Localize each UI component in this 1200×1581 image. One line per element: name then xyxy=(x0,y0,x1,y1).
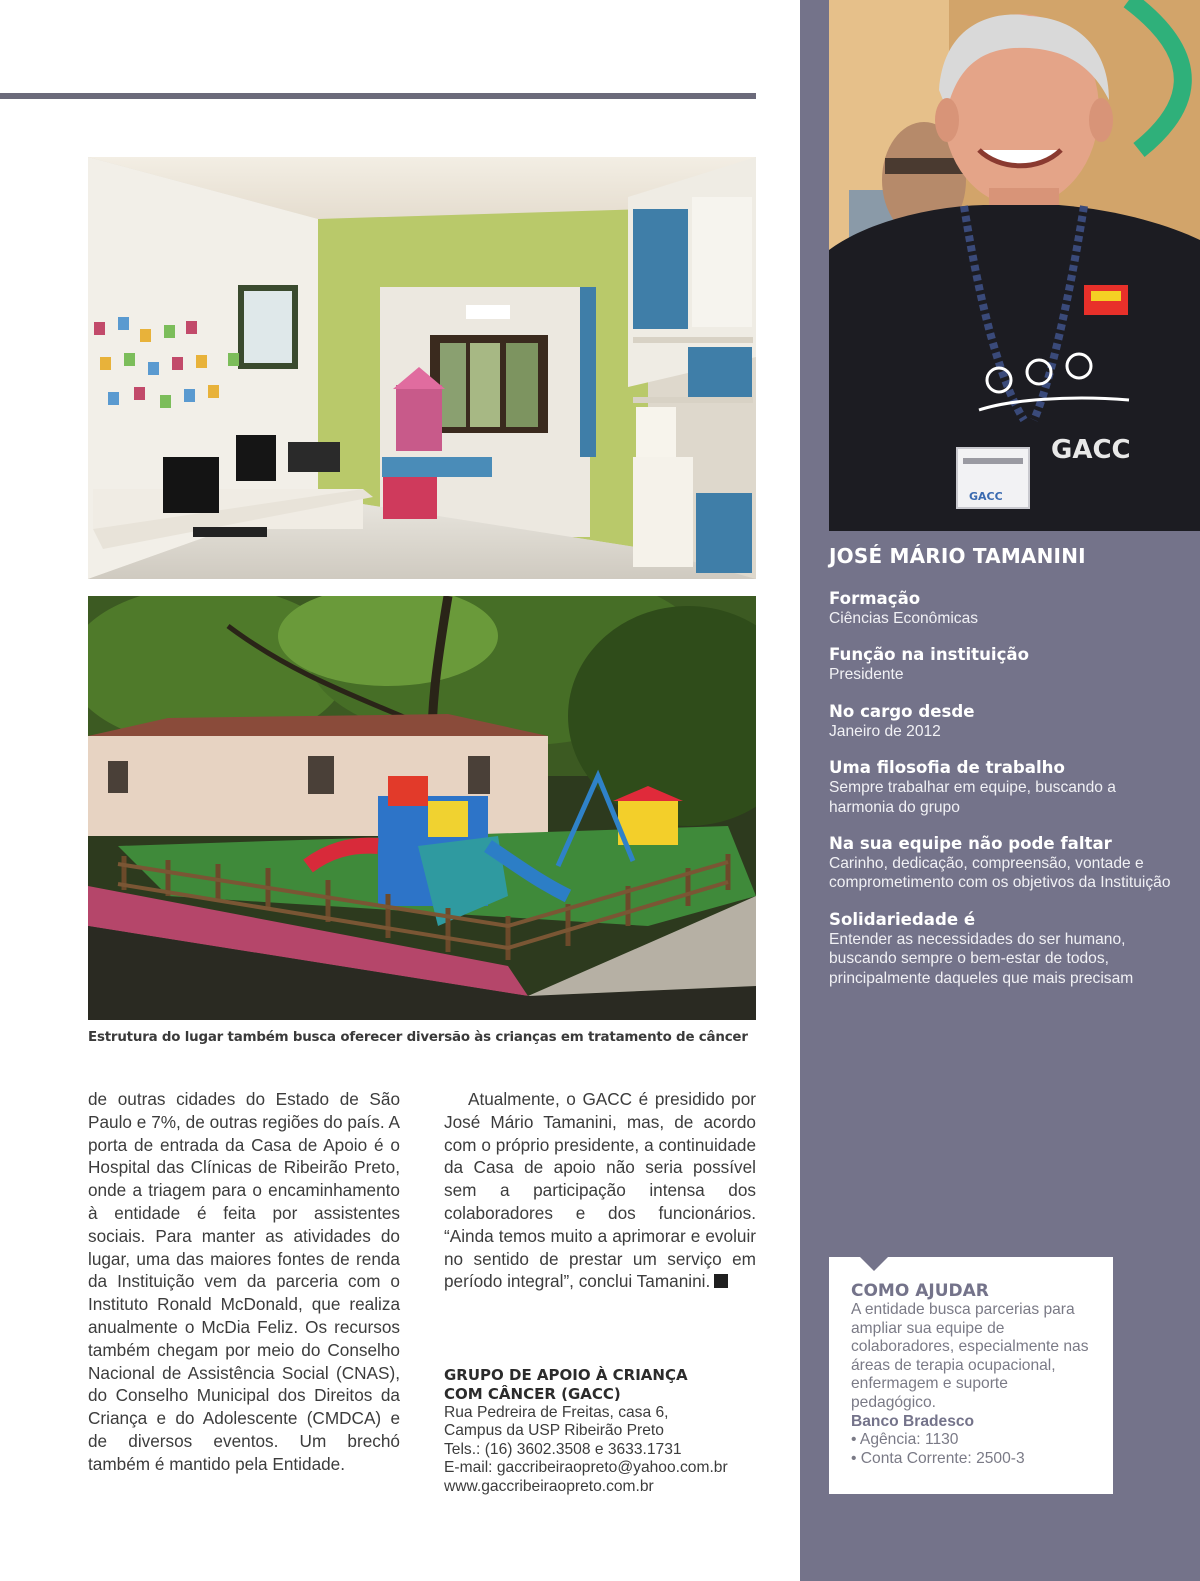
fact-label: No cargo desde xyxy=(829,701,975,721)
portrait-photo xyxy=(829,0,1200,531)
fact-label: Uma filosofia de trabalho xyxy=(829,758,1065,778)
bank-account: • Conta Corrente: 2500-3 xyxy=(851,1449,1025,1467)
bank-agency: • Agência: 1130 xyxy=(851,1431,959,1449)
fact-label: Solidariedade é xyxy=(829,909,976,929)
profile-fact xyxy=(829,758,1179,817)
badge-logo-text: GACC xyxy=(969,490,1003,503)
how-to-help-box xyxy=(829,1257,1113,1494)
profile-fact xyxy=(829,702,1179,741)
profile-fact xyxy=(829,589,1179,628)
profile-fact xyxy=(829,910,1179,988)
profile-fact xyxy=(829,645,1179,684)
bank-name: Banco Bradesco xyxy=(851,1412,975,1430)
website-link[interactable]: www.gaccribeiraopreto.com.br xyxy=(444,1477,654,1495)
email-address[interactable]: E-mail: gaccribeiraopreto@yahoo.com.br xyxy=(444,1459,728,1477)
article-column-2 xyxy=(444,1088,756,1293)
article-column-1 xyxy=(88,1088,400,1476)
profile-fact xyxy=(829,834,1179,893)
fact-label: Função na instituição xyxy=(829,645,1029,665)
address-line: Rua Pedreira de Freitas, casa 6, xyxy=(444,1404,669,1421)
fact-value: Sempre trabalhar em equipe, buscando a harmonia do grupo xyxy=(829,779,1116,816)
end-of-article-mark xyxy=(714,1274,728,1288)
profile-name: JOSÉ MÁRIO TAMANINI xyxy=(829,544,1086,568)
photo-caption: Estrutura do lugar também busca oferecer diversão às crianças em tratamento de câncer xyxy=(88,1030,748,1045)
fact-value: Presidente xyxy=(829,666,904,684)
address-line: Campus da USP Ribeirão Preto xyxy=(444,1422,664,1440)
fact-value: Entender as necessidades do ser humano, buscando sempre o bem-estar de todos, principalmente daqueles que mais precisam xyxy=(829,930,1134,987)
fact-label: Na sua equipe não pode faltar xyxy=(829,834,1112,854)
contact-block xyxy=(444,1366,764,1496)
playroom-photo xyxy=(88,157,756,579)
fact-value: Janeiro de 2012 xyxy=(829,722,941,740)
phone-numbers: Tels.: (16) 3602.3508 e 3633.1731 xyxy=(444,1440,682,1458)
article-paragraph: Atualmente, o GACC é presidido por José Mário Tamanini, mas, de acordo com o próprio presidente, a continuidade da Casa de apoio não seria possível sem a participação intensa dos colaboradores e dos funcionários. “Ainda temos muito a aprimorar e evoluir no sentido de prestar um serviço em período integral”, conclui Tamanini. xyxy=(444,1089,756,1292)
profile-facts xyxy=(829,589,1179,1005)
playground-photo xyxy=(88,596,756,1020)
shirt-logo-text: GACC xyxy=(1051,435,1131,465)
fact-value: Ciências Econômicas xyxy=(829,610,979,627)
help-title: COMO AJUDAR xyxy=(851,1281,989,1301)
top-rule xyxy=(0,93,756,99)
fact-label: Formação xyxy=(829,589,921,608)
help-text: A entidade busca parcerias para ampliar sua equipe de colaboradores, especialmente nas áreas de terapia ocupacional, enfermagem e suporte pedagógico. xyxy=(851,1301,1089,1411)
fact-value: Carinho, dedicação, compreensão, vontade e comprometimento com os objetivos da Instituição xyxy=(829,855,1171,892)
help-box-notch xyxy=(860,1257,888,1271)
article-paragraph: de outras cidades do Estado de São Paulo e 7%, de outras regiões do país. A porta de entrada da Casa de Apoio é o Hospital das Clínicas de Ribeirão Preto, onde a triagem para o encaminhamento à entidade é feita por assistentes sociais. Para manter as atividades do lugar, uma das maiores fontes de renda da Instituição vem da parceria com o Instituto Ronald McDonald, que realiza anualmente o McDia Feliz. Os recursos também chegam por meio do Conselho Nacional de Assistência Social (CNAS), do Conselho Municipal dos Direitos da Criança e do Adolescente (CMDCA) e de diversos eventos. Um brechó também é mantido pela Entidade. xyxy=(88,1089,400,1474)
org-name: GRUPO DE APOIO À CRIANÇA COM CÂNCER (GACC) xyxy=(444,1366,688,1403)
